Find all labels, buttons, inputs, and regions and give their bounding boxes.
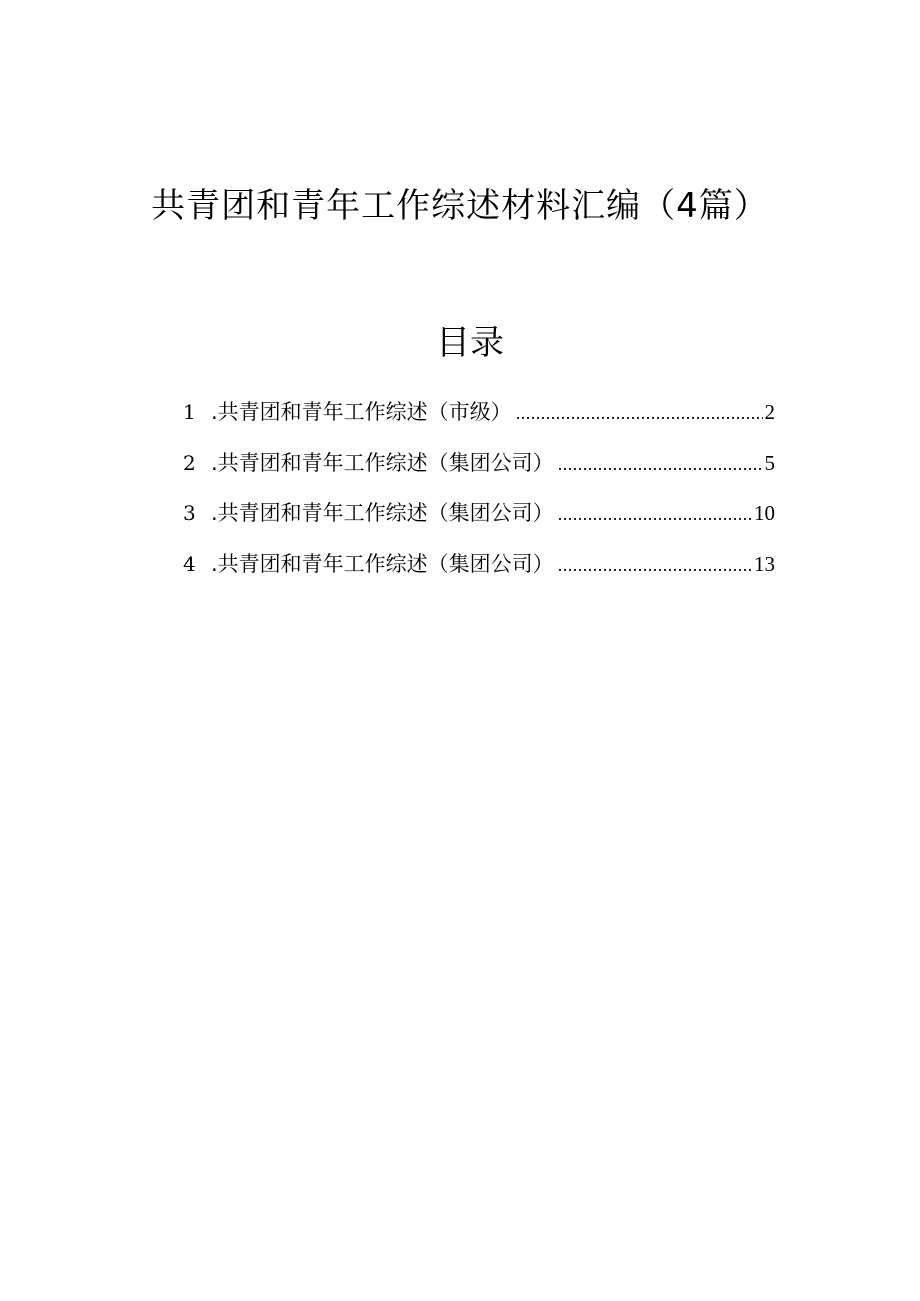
toc-dot-leader bbox=[558, 545, 752, 585]
toc-entry-number: 3 bbox=[183, 501, 196, 525]
toc-entry-4[interactable] bbox=[183, 544, 775, 595]
toc-entry-number: 4 bbox=[183, 551, 196, 576]
toc-entry-page: 2 bbox=[764, 400, 775, 424]
document-title: 共青团和青年工作综述材料汇编（4篇） bbox=[151, 186, 769, 226]
toc-entry-3[interactable] bbox=[183, 493, 775, 544]
toc-entry-page: 13 bbox=[754, 551, 775, 576]
toc-entry-text: .共青团和青年工作综述（集团公司） bbox=[211, 551, 554, 576]
toc-entry-text: .共青团和青年工作综述（集团公司） bbox=[211, 450, 554, 475]
toc-heading: 目录 bbox=[436, 323, 504, 363]
toc-entry-text: .共青团和青年工作综述（市级） bbox=[211, 400, 512, 424]
table-of-contents bbox=[183, 392, 775, 594]
toc-entry-page: 10 bbox=[754, 501, 775, 525]
toc-entry-number: 2 bbox=[183, 450, 196, 475]
toc-entry-page: 5 bbox=[764, 450, 775, 475]
toc-entry-number: 1 bbox=[183, 400, 196, 424]
toc-entry-2[interactable] bbox=[183, 443, 775, 494]
toc-dot-leader bbox=[558, 444, 763, 484]
toc-dot-leader bbox=[516, 393, 763, 433]
toc-dot-leader bbox=[558, 494, 752, 534]
toc-entry-1[interactable] bbox=[183, 392, 775, 443]
toc-entry-text: .共青团和青年工作综述（集团公司） bbox=[211, 501, 554, 525]
